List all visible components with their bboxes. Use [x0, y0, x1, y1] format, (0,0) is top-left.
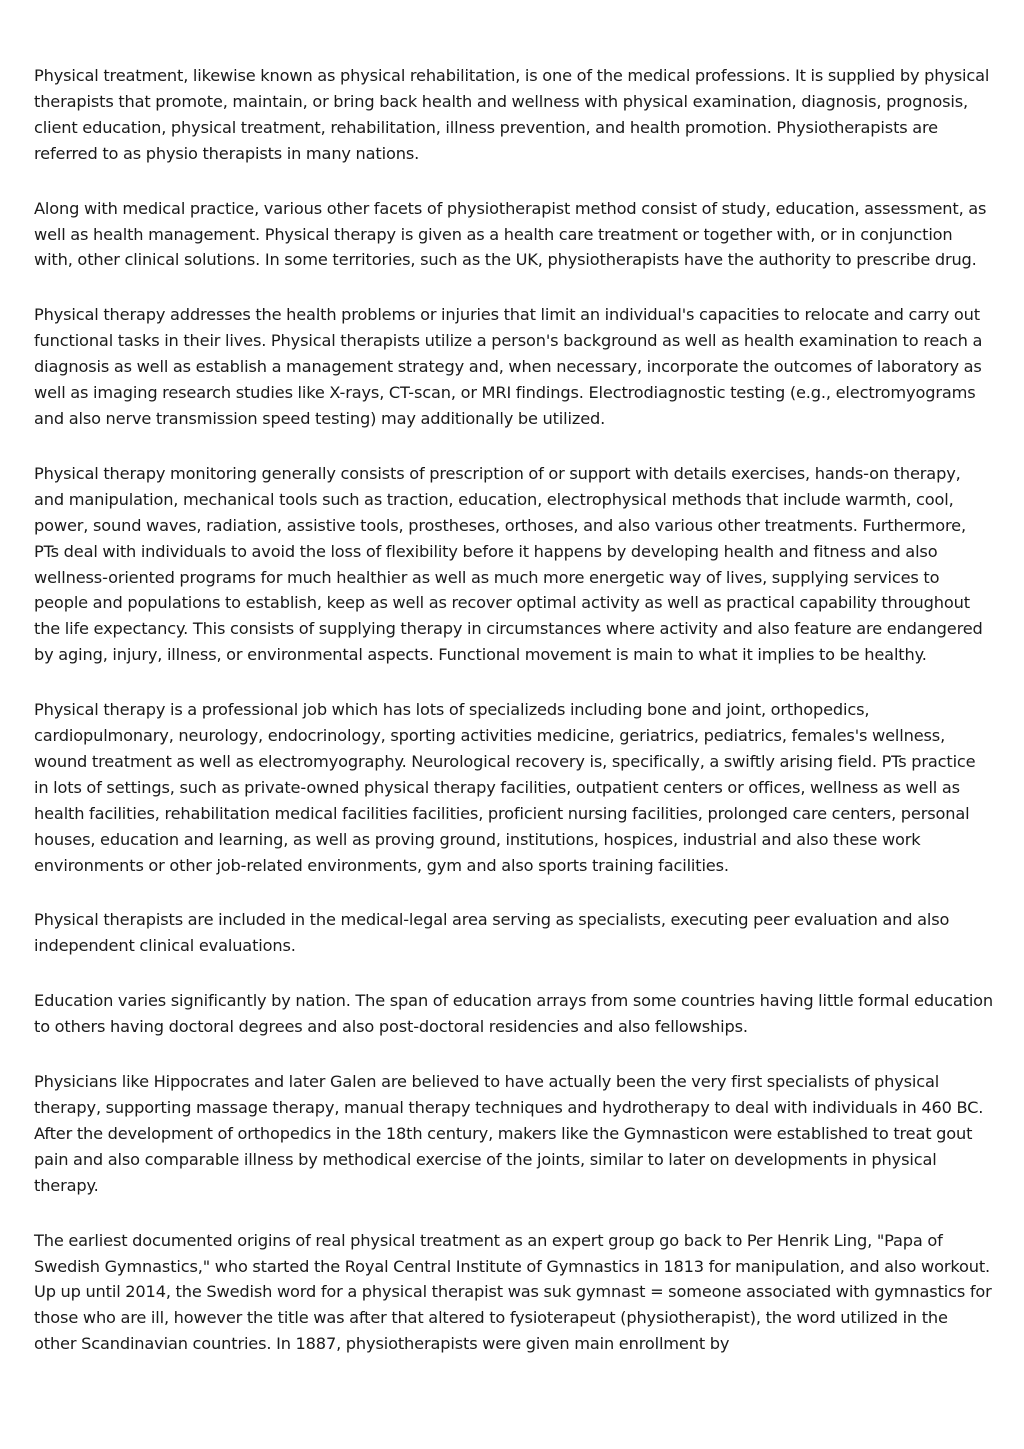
paragraph-2: Along with medical practice, various other facets of physiotherapist method consist of study, education, assessment, as well as health management. Physical therapy is given as a health care treatment or together with, or in conjunction with, other clinical solutions. In some territories, such as the UK, physiotherapists have the authority to prescribe drug.: [34, 198, 987, 270]
paragraph-4: Physical therapy monitoring generally consists of prescription of or support with details exercises, hands-on therapy, and manipulation, mechanical tools such as traction, education, electrophysical methods that include warmth, cool, power, sound waves, radiation, assistive tools, prostheses, orthoses, and also various other treatments. Furthermore, PTs deal with individuals to avoid the loss of flexibility before it happens by developing health and fitness and also wellness-oriented programs for much healthier as well as much more energetic way of lives, supplying services to people and populations to establish, keep as well as recover optimal activity as well as practical capability throughout the life expectancy. This consists of supplying therapy in circumstances where activity and also feature are endangered by aging, injury, illness, or environmental aspects. Functional movement is main to what it implies to be healthy.: [34, 463, 983, 665]
paragraph-9: The earliest documented origins of real physical treatment as an expert group go back to Per Henrik Ling, "Papa of Swedish Gymnastics," who started the Royal Central Institute of Gymnastics in 1813 for manipulation, and also workout. Up up until 2014, the Swedish word for a physical therapist was suk gymnast = someone associated with gymnastics for those who are ill, however the title was after that altered to fysioterapeut (physiotherapist), the word utilized in the other Scandinavian countries. In 1887, physiotherapists were given main enrollment by: [34, 1230, 992, 1354]
paragraph-1: Physical treatment, likewise known as physical rehabilitation, is one of the medical professions. It is supplied by physical therapists that promote, maintain, or bring back health and wellness with physical examination, diagnosis, prognosis, client education, physical treatment, rehabilitation, illness prevention, and health promotion. Physiotherapists are referred to as physio therapists in many nations.: [34, 66, 990, 163]
paragraph-5: Physical therapy is a professional job which has lots of specializeds including bone and joint, orthopedics, cardiopulmonary, neurology, endocrinology, sporting activities medicine, geriatrics, pediatrics, females's wellness, wound treatment as well as electromyography. Neurological recovery is, specifically, a swiftly arising field. PTs practice in lots of settings, such as private-owned physical therapy facilities, outpatient centers or offices, wellness as well as health facilities, rehabilitation medical facilities facilities, proficient nursing facilities, prolonged care centers, personal houses, education and learning, as well as proving ground, institutions, hospices, industrial and also these work environments or other job-related environments, gym and also sports training facilities.: [34, 700, 976, 875]
paragraph-3: Physical therapy addresses the health problems or injuries that limit an individual's capacities to relocate and carry out functional tasks in their lives. Physical therapists utilize a person's background as well as health examination to reach a diagnosis as well as establish a management strategy and, when necessary, incorporate the outcomes of laboratory as well as imaging research studies like X-rays, CT-scan, or MRI findings. Electrodiagnostic testing (e.g., electromyograms and also nerve transmission speed testing) may additionally be utilized.: [34, 305, 983, 428]
document-body: [34, 63, 994, 1386]
paragraph-8: Physicians like Hippocrates and later Galen are believed to have actually been the very first specialists of physical therapy, supporting massage therapy, manual therapy techniques and hydrotherapy to deal with individuals in 460 BC. After the development of orthopedics in the 18th century, makers like the Gymnasticon were established to treat gout pain and also comparable illness by methodical exercise of the joints, similar to later on developments in physical therapy.: [34, 1072, 984, 1195]
paragraph-6: Physical therapists are included in the medical-legal area serving as specialists, executing peer evaluation and also independent clinical evaluations.: [34, 910, 950, 956]
paragraph-7: Education varies significantly by nation. The span of education arrays from some countries having little formal education to others having doctoral degrees and also post-doctoral residencies and also fellowships.: [34, 991, 994, 1037]
